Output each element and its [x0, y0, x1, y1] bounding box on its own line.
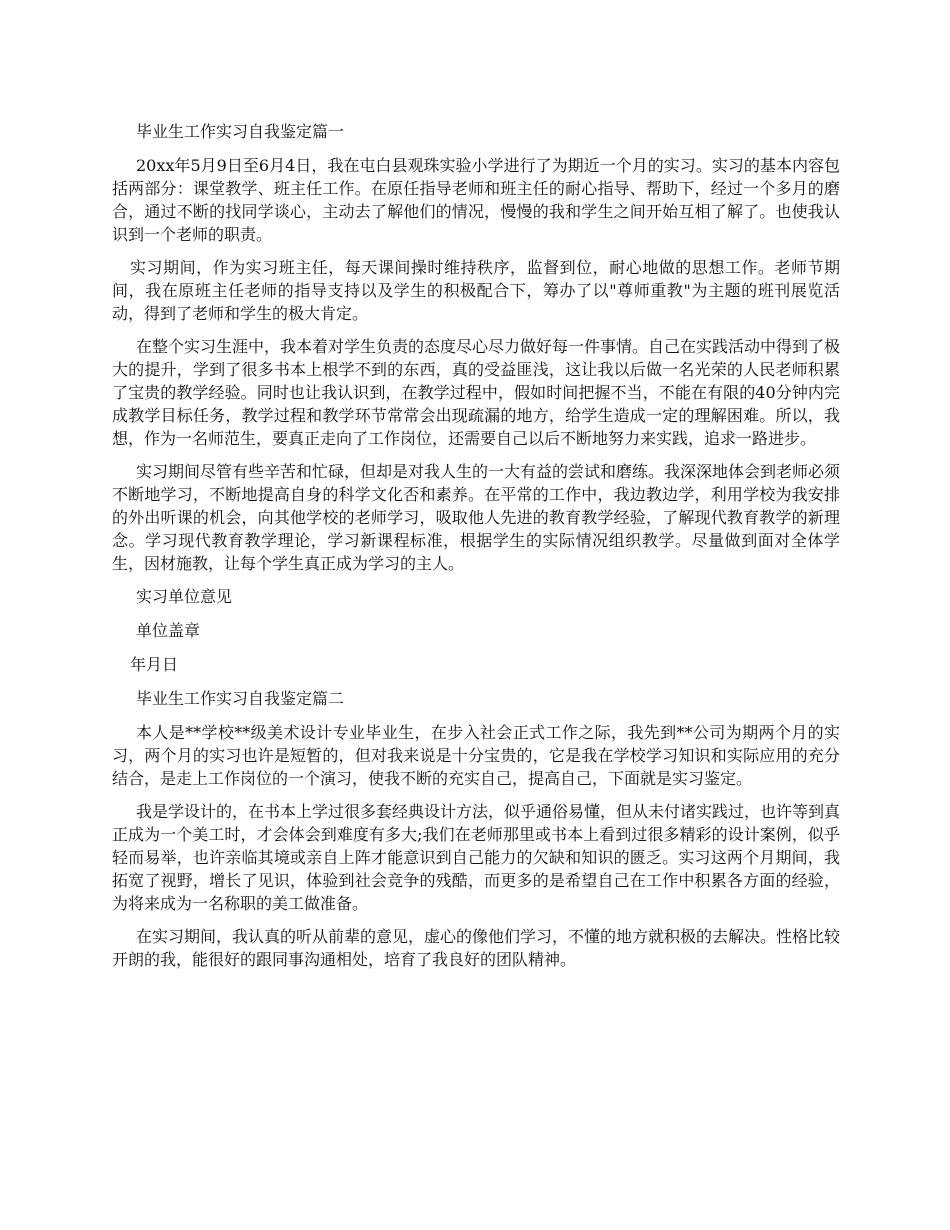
unit-opinion-label: 实习单位意见 [136, 587, 233, 606]
section1-paragraph-1: 20xx年5月9日至6月4日，我在屯白县观珠实验小学进行了为期近一个月的实习。实习的基本内容包括两部分：课堂教学、班主任工作。在原任指导老师和班主任的耐心指导、帮助下，经过一个多月的磨合，通过不断的找同学谈心，主动去了解他们的情况，慢慢的我和学生之间开始互相了解了。也使我认识到一个老师的职责。 [112, 156, 840, 244]
date-line: 年月日 [130, 655, 179, 674]
section1-paragraph-2: 实习期间，作为实习班主任，每天课间操时维持秩序，监督到位，耐心地做的思想工作。老师节期间，我在原班主任老师的指导支持以及学生的积极配合下，筹办了以"尊师重教"为主题的班刊展览活动，得到了老师和学生的极大肯定。 [112, 258, 840, 323]
section1-heading: 毕业生工作实习自我鉴定篇一 [136, 122, 345, 141]
section2-heading: 毕业生工作实习自我鉴定篇二 [136, 689, 345, 708]
section2-paragraph-1: 本人是**学校**级美术设计专业毕业生，在步入社会正式工作之际，我先到**公司为期两个月的实习，两个月的实习也许是短暂的，但对我来说是十分宝贵的，它是我在学校学习知识和实际应用的充分结合，是走上工作岗位的一个演习，使我不断的充实自己，提高自己，下面就是实习鉴定。 [112, 723, 840, 788]
section1-paragraph-4: 实习期间尽管有些辛苦和忙碌，但却是对我人生的一大有益的尝试和磨练。我深深地体会到老师必须不断地学习，不断地提高自身的科学文化否和素养。在平常的工作中，我边教边学，利用学校为我安排的外出听课的机会，向其他学校的老师学习，吸取他人先进的教育教学经验，了解现代教育教学的新理念。学习现代教育教学理论，学习新课程标准，根据学生的实际情况组织教学。尽量做到面对全体学生，因材施教，让每个学生真正成为学习的主人。 [112, 462, 841, 573]
document-page [112, 120, 840, 981]
section1-paragraph-3: 在整个实习生涯中，我本着对学生负责的态度尽心尽力做好每一件事情。自己在实践活动中得到了极大的提升，学到了很多书本上根学不到的东西，真的受益匪浅，这让我以后做一名光荣的人民老师积累了宝贵的教学经验。同时也让我认识到，在教学过程中，假如时间把握不当，不能在有限的40分钟内完成教学目标任务，教学过程和教学环节常常会出现疏漏的地方，给学生造成一定的理解困难。所以，我想，作为一名师范生，要真正走向了工作岗位，还需要自己以后不断地努力来实践，追求一路进步。 [112, 337, 841, 448]
section2-paragraph-3: 在实习期间，我认真的听从前辈的意见，虚心的像他们学习，不懂的地方就积极的去解决。性格比较开朗的我，能很好的跟同事沟通相处，培育了我良好的团队精神。 [112, 927, 841, 969]
section2-paragraph-2: 我是学设计的，在书本上学过很多套经典设计方法，似乎通俗易懂，但从未付诸实践过，也许等到真正成为一个美工时，才会体会到难度有多大;我们在老师那里或书本上看到过很多精彩的设计案例，似乎轻而易举，也许亲临其境或亲自上阵才能意识到自己能力的欠缺和知识的匮乏。实习这两个月期间，我拓宽了视野，增长了见识，体验到社会竞争的残酷，而更多的是希望自己在工作中积累各方面的经验，为将来成为一名称职的美工做准备。 [112, 802, 841, 913]
unit-seal-label: 单位盖章 [136, 621, 201, 640]
